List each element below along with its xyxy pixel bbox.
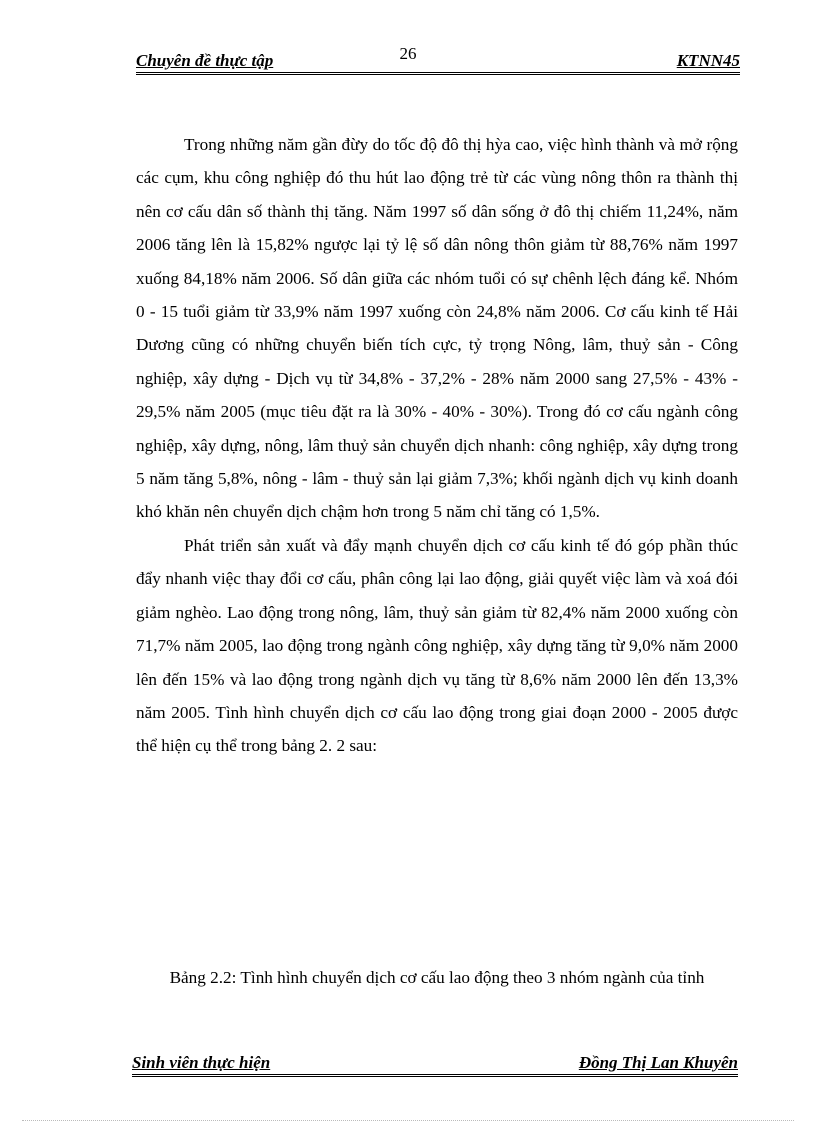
table-caption: Bảng 2.2: Tình hình chuyển dịch cơ cấu lao động theo 3 nhóm ngành của tỉnh <box>169 968 705 987</box>
body-text <box>136 128 738 763</box>
page-footer <box>132 1052 738 1077</box>
footer-label: Sinh viên thực hiện <box>132 1053 271 1072</box>
footer-author: Đồng Thị Lan Khuyên <box>578 1053 738 1072</box>
page-header <box>136 50 740 75</box>
paragraph-2: Phát triển sản xuất và đẩy mạnh chuyển dịch cơ cấu kinh tế đó góp phần thúc đẩy nhanh việc thay đổi cơ cấu, phân công lại lao động, giải quyết việc làm và xoá đói giảm nghèo. Lao động trong nông, lâm, thuỷ sản giảm từ 82,4% năm 2000 xuống còn 71,7% năm 2005, lao động trong ngành công nghiệp, xây dựng tăng từ 9,0% năm 2000 lên đến 15% và lao động trong ngành dịch vụ tăng từ 8,6% năm 2000 lên đến 13,3% năm 2005. Tình hình chuyển dịch cơ cấu lao động trong giai đoạn 2000 - 2005 được thể hiện cụ thể trong bảng 2. 2 sau: <box>136 535 738 756</box>
paragraph-1: Trong những năm gần đừy do tốc độ đô thị hỳa cao, việc hình thành và mở rộng các cụm, khu công nghiệp đó thu hút lao động trẻ từ các vùng nông thôn ra thành thị nên cơ cấu dân số thành thị tăng. Năm 1997 số dân sống ở đô thị chiếm 11,24%, năm 2006 tăng lên là 15,82% ngược lại tỷ lệ số dân nông thôn giảm từ 88,76% năm 1997 xuống 84,18% năm 2006. Số dân giữa các nhóm tuổi có sự chênh lệch đáng kể. Nhóm 0 - 15 tuổi giảm từ 33,9% năm 1997 xuống còn 24,8% năm 2006. Cơ cấu kinh tế Hải Dương cũng có những chuyển biến tích cực, tỷ trọng Nông, lâm, thuỷ sản - Công nghiệp, xây dựng - Dịch vụ từ 34,8% - 37,2% - 28% năm 2000 sang 27,5% - 43% - 29,5% năm 2005 (mục tiêu đặt ra là 30% - 40% - 30%). Trong đó cơ cấu ngành công nghiệp, xây dựng, nông, lâm thuỷ sản chuyển dịch nhanh: công nghiệp, xây dựng trong 5 năm tăng 5,8%, nông - lâm - thuỷ sản lại giảm 7,3%; khối ngành dịch vụ kinh doanh khó khăn nên chuyển dịch chậm hơn trong 5 năm chỉ tăng có 1,5%. <box>136 135 738 522</box>
page-number: 26 <box>399 44 417 63</box>
header-code: KTNN45 <box>676 51 740 70</box>
header-title: Chuyên đề thực tập <box>136 51 274 70</box>
page-edge-divider <box>22 1120 794 1121</box>
